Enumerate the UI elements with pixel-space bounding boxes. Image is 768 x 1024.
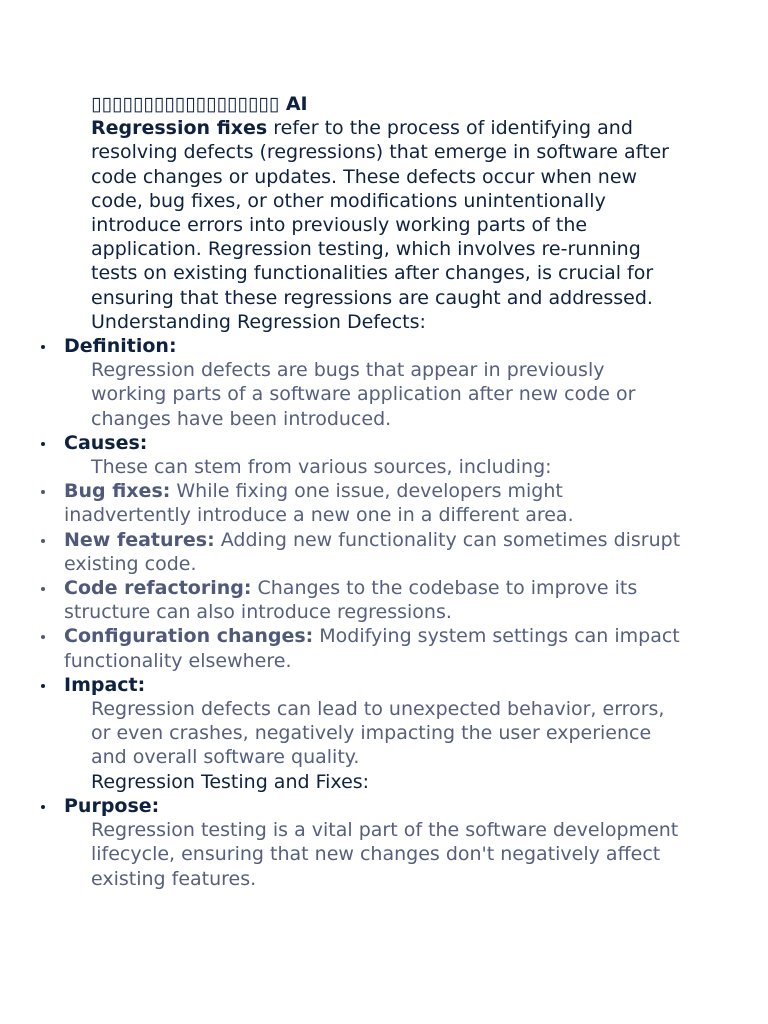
- definition-desc: Regression defects are bugs that appear in previously working parts of a software application after new code or changes have been introduced.: [91, 359, 636, 430]
- list-item-bug-fixes: [64, 479, 689, 527]
- new-features-text: Adding new functionality can sometimes disrupt existing code.: [64, 528, 681, 575]
- causes-desc: These can stem from various sources, including:: [91, 456, 552, 479]
- intro-text: refer to the process of identifying and resolving defects (regressions) that emerge in software after code changes or updates. These defects occur when new code, bug fixes, or other modifications unintentionally introduce errors into previously working parts of the application. Regression testing, which involves re-running tests on existing functionalities after changes, is crucial for ensuring that these regressions are caught and addressed.: [91, 117, 669, 309]
- section-heading-testing: Regression Testing and Fixes:: [91, 770, 370, 793]
- list-item-causes: [64, 431, 689, 479]
- impact-term: Impact:: [64, 673, 146, 696]
- configuration-changes-term: Configuration changes:: [64, 625, 314, 648]
- code-refactoring-term: Code refactoring:: [64, 577, 252, 600]
- document-page: [0, 92, 768, 891]
- list-item-impact: [64, 673, 689, 770]
- list-item-code-refactoring: [64, 576, 689, 624]
- intro-paragraph: [91, 116, 691, 310]
- list-item-purpose: [64, 794, 689, 891]
- intro-term: Regression fixes: [91, 117, 268, 140]
- bug-fixes-text: While fixing one issue, developers might inadvertently introduce a new one in a different area.: [64, 480, 574, 527]
- purpose-desc: Regression testing is a vital part of the software development lifecycle, ensuring that new changes don't negatively affect existing features.: [91, 819, 679, 890]
- list-item-new-features: [64, 528, 689, 576]
- new-features-term: New features:: [64, 528, 215, 551]
- ai-overview-heading: ▯▯▯▯▯▯▯▯▯▯▯▯▯▯▯▯▯▯ AI: [91, 93, 308, 115]
- code-refactoring-text: Changes to the codebase to improve its structure can also introduce regressions.: [64, 577, 638, 624]
- testing-list: [0, 794, 768, 891]
- impact-desc: Regression defects can lead to unexpected behavior, errors, or even crashes, negatively impacting the user experience and overall software quality.: [91, 698, 665, 769]
- configuration-changes-text: Modifying system settings can impact functionality elsewhere.: [64, 625, 680, 672]
- causes-term: Causes:: [64, 431, 148, 454]
- definition-term: Definition:: [64, 335, 177, 358]
- section-heading-understanding: Understanding Regression Defects:: [91, 310, 426, 333]
- understanding-list: [0, 334, 768, 770]
- purpose-term: Purpose:: [64, 794, 160, 817]
- bug-fixes-term: Bug fixes:: [64, 480, 171, 503]
- list-item-definition: [64, 334, 689, 431]
- list-item-configuration-changes: [64, 624, 689, 672]
